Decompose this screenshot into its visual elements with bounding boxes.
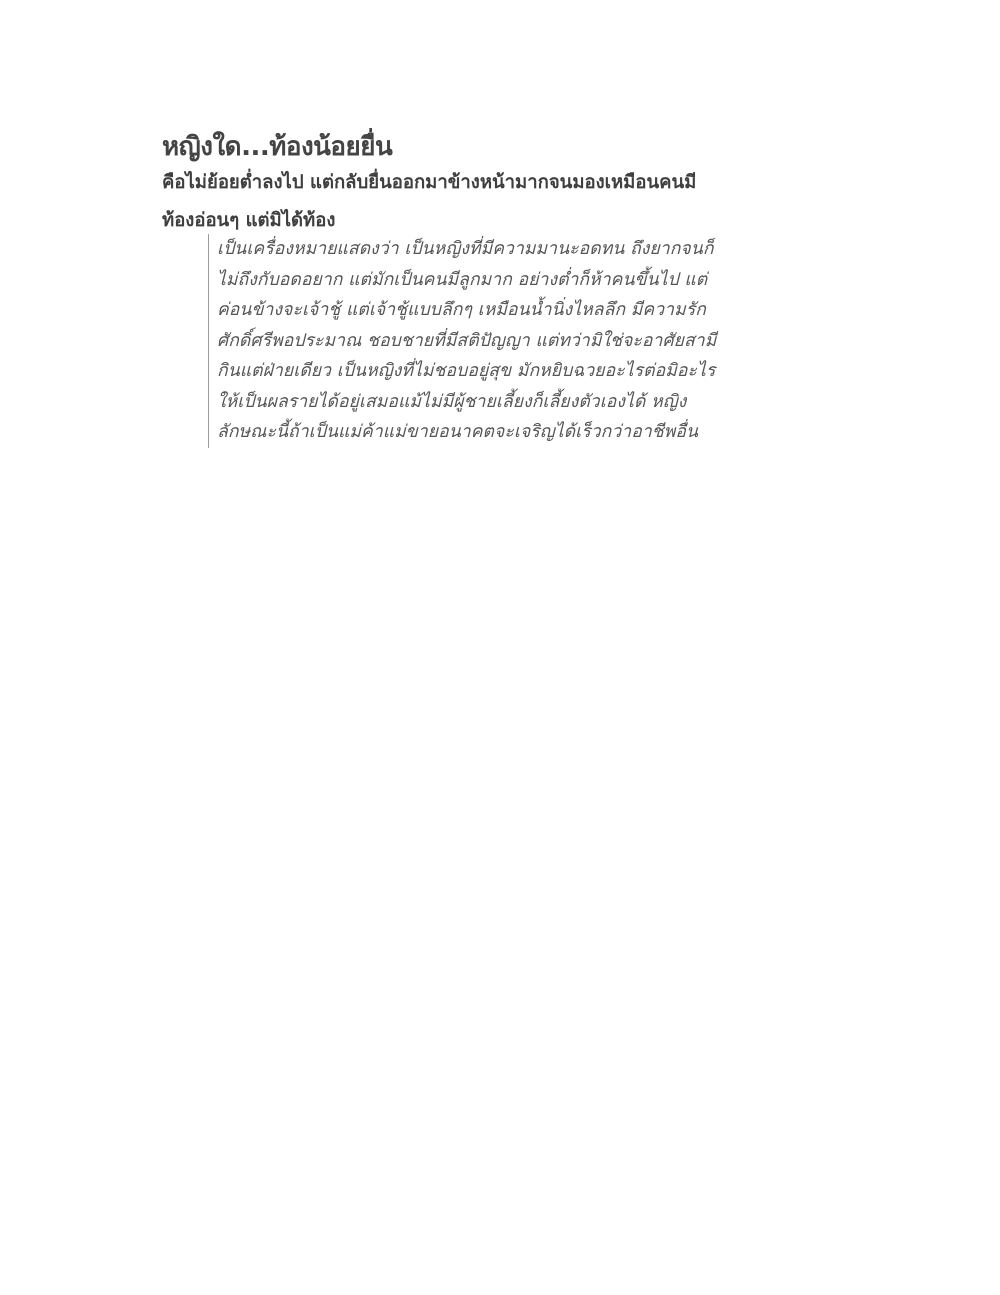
body-line: ไม่ถึงกับอดอยาก แต่มักเป็นคนมีลูกมาก อย่างต่ำก็ห้าคนขึ้นไป แต่	[217, 269, 708, 290]
subtitle-line: คือไม่ย้อยต่ำลงไป แต่กลับยื่นออกมาข้างหน้ามากจนมองเหมือนคนมี	[162, 172, 697, 193]
subtitle-line: ท้องอ่อนๆ แต่มิได้ท้อง	[162, 210, 336, 231]
body-paragraph	[208, 234, 777, 448]
subtitle	[162, 164, 782, 240]
body-line: กินแต่ฝ่ายเดียว เป็นหญิงที่ไม่ชอบอยู่สุข มักหยิบฉวยอะไรต่อมิอะไร	[217, 361, 716, 381]
body-line: ศักดิ์ศรีพอประมาณ ชอบชายที่มีสติปัญญา แต่ทว่ามิใช่จะอาศัยสามี	[217, 330, 717, 351]
body-line: ค่อนข้างจะเจ้าชู้ แต่เจ้าชู้แบบลึกๆ เหมือนน้ำนิ่งไหลลึก มีความรัก	[217, 300, 706, 320]
page-title: หญิงใด...ท้องน้อยยื่น	[162, 132, 393, 162]
body-line: เป็นเครื่องหมายแสดงว่า เป็นหญิงที่มีความมานะอดทน ถึงยากจนก็	[217, 239, 714, 259]
body-line: ลักษณะนี้ถ้าเป็นแม่ค้าแม่ขายอนาคตจะเจริญได้เร็วกว่าอาชีพอื่น	[217, 422, 699, 442]
body-line: ให้เป็นผลรายได้อยู่เสมอแม้ไม่มีผู้ชายเลี้ยงก็เลี้ยงตัวเองได้ หญิง	[217, 391, 687, 412]
